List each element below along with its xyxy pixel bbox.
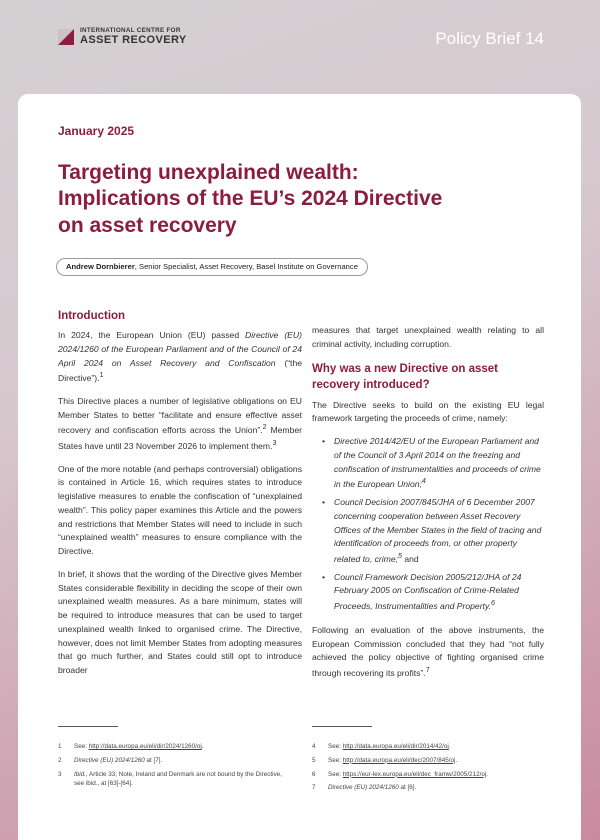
footnotes-left: [58, 742, 288, 793]
logo-mark-icon: [58, 29, 74, 45]
author-name: Andrew Dornbierer: [66, 262, 135, 271]
header-bar: [0, 0, 600, 80]
paragraph: Following an evaluation of the above instruments, the European Commission concluded that they had “not fully achieved the policy objective of fighting organised crime through recovering its profits”.$^7$: [312, 624, 544, 678]
icar-logo[interactable]: [58, 28, 187, 46]
paragraph: The Directive seeks to build on the existing EU legal framework targeting the proceeds of crime, namely:: [312, 399, 544, 424]
logo-line-1: INTERNATIONAL CENTRE FOR: [80, 27, 181, 34]
section-heading-introduction: Introduction: [58, 310, 126, 322]
footnote-ref[interactable]: 5: [398, 552, 402, 561]
footnote-link[interactable]: http://data.europa.eu/eli/dir/2024/1260/oj: [88, 743, 202, 750]
footnote: 7 Directive (EU) 2024/1260 at [6].: [312, 784, 417, 792]
title-line: Targeting unexplained wealth:: [58, 161, 359, 184]
document-page: [18, 94, 581, 840]
footnote-ref[interactable]: 4: [421, 477, 426, 486]
logo-line-2: ASSET RECOVERY: [80, 34, 187, 47]
publication-date: January 2025: [58, 124, 135, 138]
footnote-ref[interactable]: 3: [272, 439, 277, 448]
footnote: 3 Ibid., Article 33; Note, Ireland and Denmark are not bound by the Directive, see ibid., at [63]-[64].: [58, 770, 282, 788]
title-line: on asset recovery: [58, 213, 237, 237]
right-column: [312, 324, 544, 690]
footnote-divider: [312, 726, 372, 727]
paragraph: In brief, it shows that the wording of the Directive gives Member States considerable flexibility in deciding the scope of their own unexplained wealth measures. As a bare minimum, states will be required to introduce measures that can be used to target unexplained wealth linked to organised crime. The Directive, however, does not limit Member States from adopting measures that go much further, and States could still opt to introduce broader: [58, 568, 302, 676]
footnote-ref[interactable]: 7: [425, 666, 430, 675]
footnote: 5 See: http://data.europa.eu/eli/dec/2007/845/oj.: [312, 756, 458, 764]
series-label: Policy Brief 14: [435, 29, 544, 48]
paragraph: measures that target unexplained wealth relating to all criminal activity, including corruption.: [312, 325, 544, 349]
section-heading-why: Why was a new Directive on asset recovery introduced?: [312, 362, 498, 391]
footnote-link[interactable]: http://data.europa.eu/eli/dir/2014/42/oj: [342, 743, 449, 750]
list-item: • Directive 2014/42/EU of the European Parliament and of the Council of 3 April 2014 on the freezing and confiscation of instrumentalities and proceeds of crime in the European Union;$^4$: [322, 435, 544, 492]
footnote: 4 See: http://data.europa.eu/eli/dir/2014/42/oj.: [312, 743, 451, 750]
footnote: 2 Directive (EU) 2024/1260 at [7].: [58, 756, 163, 764]
footnote-link[interactable]: http://data.europa.eu/eli/dec/2007/845/oj: [342, 756, 456, 764]
paragraph: One of the more notable (and perhaps controversial) obligations is contained in Article 16, which requires states to introduce legislative measures to enable the confiscation of “unexplained wealth”. This policy paper examines this Article and the powers and restrictions that Member States will need to include in such “unexplained wealth” measures to ensure compliance with the Directive.: [58, 463, 302, 557]
footnotes-right: [312, 742, 544, 797]
list-item: • Council Decision 2007/845/JHA of 6 December 2007 concerning cooperation between Asset Recovery Offices of the Member States in the field of tracing and identification of proceeds from, or other property related to, crime;$^5$ and: [322, 496, 544, 567]
list-item: • Council Framework Decision 2005/212/JHA of 24 February 2005 on Confiscation of Crime-Related Proceeds, Instrumentalities and Property.$^6$: [322, 571, 544, 614]
instrument-list: [322, 435, 544, 614]
left-column: [58, 308, 302, 687]
footnote: 6 See: https://eur-lex.europa.eu/eli/dec_framw/2005/212/oj.: [312, 770, 488, 778]
logo-text: [80, 28, 187, 46]
footnote: 1 See: http://data.europa.eu/eli/dir/2024/1260/oj.: [58, 743, 204, 750]
footnote-ref[interactable]: 6: [491, 599, 495, 608]
paragraph: This Directive places a number of legislative obligations on EU Member States to better “facilitate and ensure effective asset recovery and confiscation efforts across the Union”.$^2$ Member States have until 23 November 2026 to implement them.$^3$: [58, 395, 303, 451]
footnote-ref[interactable]: 1: [99, 371, 104, 380]
footnote-link[interactable]: https://eur-lex.europa.eu/eli/dec_framw/2005/212/oj: [342, 770, 487, 778]
footnote-divider: [58, 726, 118, 727]
author-role: , Senior Specialist, Asset Recovery, Basel Institute on Governance: [134, 262, 358, 271]
paragraph: In 2024, the European Union (EU) passed Directive (EU) 2024/1260 of the European Parliament and of the Council of 24 April 2024 on Asset Recovery and Confiscation (“the Directive”).$^1$: [58, 330, 302, 384]
author-badge: [56, 258, 368, 276]
document-title: [58, 160, 538, 239]
footnote-ref[interactable]: 2: [262, 423, 267, 432]
title-line: Implications of the EU’s 2024 Directive: [58, 187, 443, 211]
